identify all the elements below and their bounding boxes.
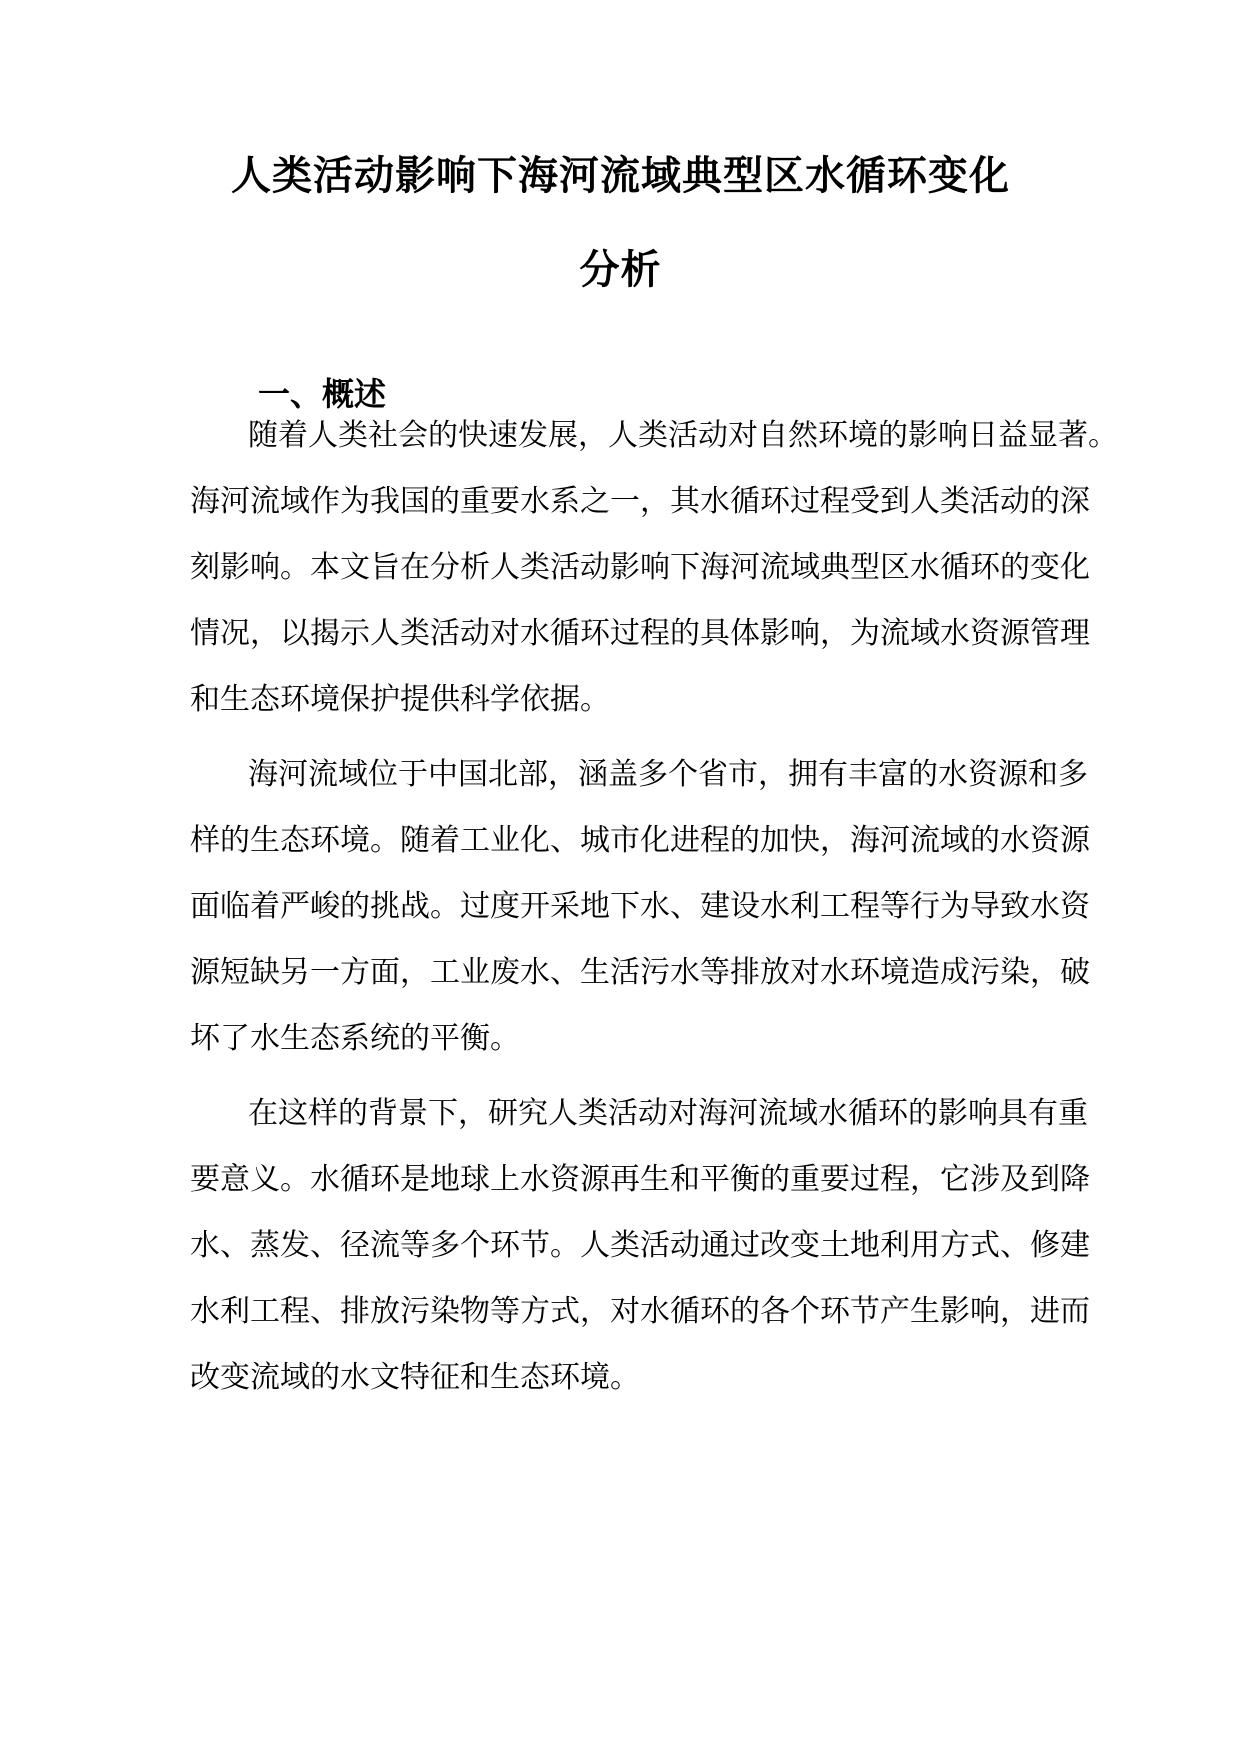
paragraph-2-line-2: 样的生态环境。随着工业化、城市化进程的加快，海河流域的水资源	[190, 823, 1090, 858]
paragraph-1-line-1: 随着人类社会的快速发展，人类活动对自然环境的影响日益显著。	[248, 418, 1118, 453]
paragraph-3-line-2: 要意义。水循环是地球上水资源再生和平衡的重要过程，它涉及到降	[190, 1162, 1090, 1197]
document-title-line2: 分析	[579, 246, 662, 293]
paragraph-1-line-4: 情况，以揭示人类活动对水循环过程的具体影响，为流域水资源管理	[190, 616, 1090, 651]
document-title-line1: 人类活动影响下海河流域典型区水循环变化	[231, 152, 1010, 199]
paragraph-1-line-3: 刻影响。本文旨在分析人类活动影响下海河流域典型区水循环的变化	[190, 550, 1090, 585]
paragraph-3-line-1: 在这样的背景下，研究人类活动对海河流域水循环的影响具有重	[248, 1096, 1088, 1131]
paragraph-2-line-1: 海河流域位于中国北部，涵盖多个省市，拥有丰富的水资源和多	[248, 757, 1088, 792]
paragraph-3-line-4: 水利工程、排放污染物等方式，对水循环的各个环节产生影响，进而	[190, 1294, 1090, 1329]
paragraph-1-line-2: 海河流域作为我国的重要水系之一，其水循环过程受到人类活动的深	[190, 484, 1090, 519]
paragraph-3-line-3: 水、蒸发、径流等多个环节。人类活动通过改变土地利用方式、修建	[190, 1228, 1090, 1263]
section-heading: 一、概述	[258, 375, 387, 413]
paragraph-1-line-5: 和生态环境保护提供科学依据。	[190, 682, 610, 717]
paragraph-2-line-3: 面临着严峻的挑战。过度开采地下水、建设水利工程等行为导致水资	[190, 889, 1090, 924]
paragraph-2-line-5: 坏了水生态系统的平衡。	[190, 1021, 520, 1056]
paragraph-2-line-4: 源短缺另一方面，工业废水、生活污水等排放对水环境造成污染，破	[190, 955, 1090, 990]
paragraph-3-line-5: 改变流域的水文特征和生态环境。	[190, 1360, 640, 1395]
